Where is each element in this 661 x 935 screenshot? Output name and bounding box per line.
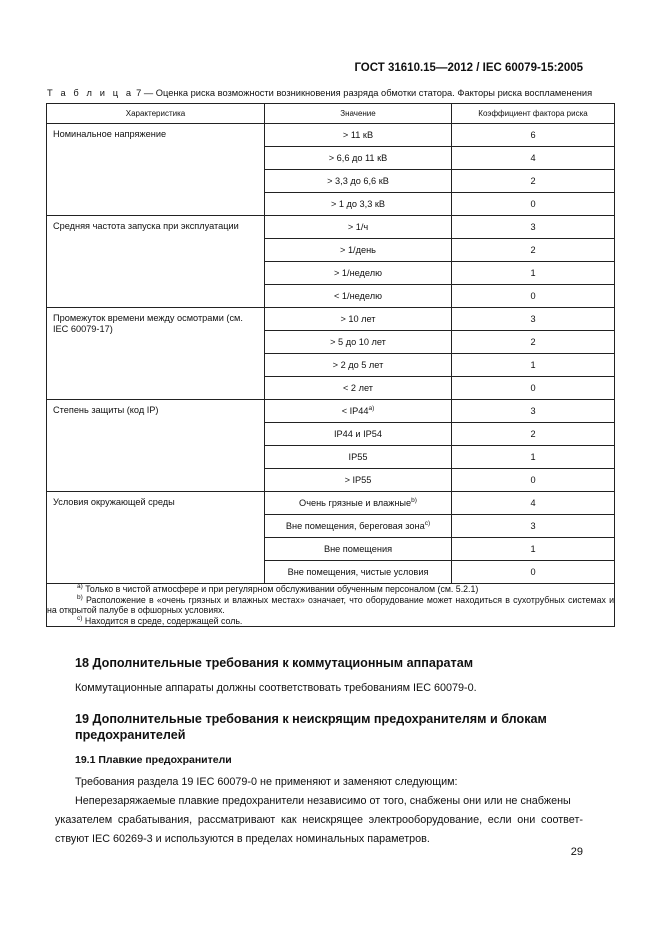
document-header: ГОСТ 31610.15—2012 / IEC 60079-15:2005 <box>354 62 583 74</box>
section-19-heading <box>75 711 547 743</box>
table-notes-row <box>47 584 615 627</box>
characteristic-cell: Номинальное напряжение <box>47 124 265 216</box>
coefficient-cell: 0 <box>452 561 615 584</box>
footnote-mark: a) <box>368 404 375 412</box>
value-cell <box>265 469 452 492</box>
value-cell <box>265 354 452 377</box>
characteristic-cell: Промежуток времени между осмотрами (см. IEC 60079-17) <box>47 308 265 400</box>
value-cell <box>265 400 452 423</box>
value-text: > 6,6 до 11 кВ <box>328 153 388 163</box>
value-text: Вне помещения, чистые условия <box>287 567 429 577</box>
table-note <box>47 595 614 616</box>
coefficient-cell: 1 <box>452 354 615 377</box>
table-caption-text: 7 — Оценка риска возможности возникновения разряда обмотки статора. Факторы риска воспламенения <box>133 88 593 98</box>
table-row <box>47 124 615 147</box>
section-19-heading-line1: 19 Дополнительные требования к неискрящим предохранителям и блокам <box>75 712 547 726</box>
note-text: Находится в среде, содержащей соль. <box>82 615 243 626</box>
table-row <box>47 492 615 515</box>
column-header-characteristic: Характеристика <box>47 104 265 124</box>
value-text: < IP44 <box>341 406 369 416</box>
column-header-coefficient: Коэффициент фактора риска <box>452 104 615 124</box>
value-text: > 1/ч <box>347 222 369 232</box>
section-19-para2-line1: Неперезаряжаемые плавкие предохранители независимо от того, снабжены они или не снабжены <box>75 795 571 807</box>
value-cell <box>265 285 452 308</box>
section-19-para2-line2: указателем срабатывания, рассматривают как неискрящее электрооборудование, если они соответ- <box>55 814 583 826</box>
value-cell <box>265 124 452 147</box>
footnote-mark: c) <box>424 519 431 527</box>
value-cell <box>265 193 452 216</box>
coefficient-cell: 6 <box>452 124 615 147</box>
value-text: > 1/неделю <box>334 268 382 278</box>
characteristic-cell: Условия окружающей среды <box>47 492 265 584</box>
value-cell <box>265 262 452 285</box>
table-row <box>47 216 615 239</box>
coefficient-cell: 0 <box>452 377 615 400</box>
coefficient-cell: 1 <box>452 538 615 561</box>
coefficient-cell: 3 <box>452 400 615 423</box>
coefficient-cell: 3 <box>452 216 615 239</box>
value-cell <box>265 377 452 400</box>
note-mark: a) <box>77 583 83 591</box>
table-row <box>47 400 615 423</box>
value-cell <box>265 239 452 262</box>
coefficient-cell: 2 <box>452 423 615 446</box>
value-cell <box>265 561 452 584</box>
value-cell <box>265 308 452 331</box>
coefficient-cell: 3 <box>452 308 615 331</box>
footnote-mark: b) <box>411 496 417 504</box>
value-text: > 1/день <box>340 245 376 255</box>
page-number: 29 <box>570 846 583 858</box>
value-text: > 1 до 3,3 кВ <box>330 199 386 209</box>
note-text: Только в чистой атмосфере и при регулярном обслуживании обученным персоналом (см. 5.2.1) <box>82 584 479 594</box>
characteristic-cell: Средняя частота запуска при эксплуатации <box>47 216 265 308</box>
table-row <box>47 308 615 331</box>
coefficient-cell: 2 <box>452 239 615 262</box>
note-mark: c) <box>77 614 83 622</box>
risk-table <box>46 103 615 627</box>
table-note <box>47 584 614 595</box>
column-header-value: Значение <box>265 104 452 124</box>
table-note <box>47 616 614 627</box>
value-text: > 2 до 5 лет <box>332 360 384 370</box>
note-mark: b) <box>77 593 83 601</box>
table-header-row <box>47 104 615 124</box>
value-text: < 1/неделю <box>334 291 382 301</box>
section-19-heading-line2: предохранителей <box>75 728 186 742</box>
subsection-19-1-heading: 19.1 Плавкие предохранители <box>75 754 232 766</box>
value-text: IP44 и IP54 <box>333 429 383 439</box>
table-caption <box>47 88 592 98</box>
note-text: Расположение в «очень грязных и влажных местах» означает, что оборудование может находиться в сухотрубных системах и на открытой палубе в офшорных условиях. <box>47 594 614 615</box>
section-19-para2-line3: ствуют IEC 60269-3 и используются в пределах номинальных параметров. <box>55 833 430 845</box>
coefficient-cell: 0 <box>452 285 615 308</box>
value-text: < 2 лет <box>343 383 373 393</box>
coefficient-cell: 1 <box>452 446 615 469</box>
value-cell <box>265 331 452 354</box>
value-cell <box>265 423 452 446</box>
section-18-heading: 18 Дополнительные требования к коммутационным аппаратам <box>75 656 474 670</box>
section-18-text: Коммутационные аппараты должны соответствовать требованиям IEC 60079-0. <box>75 682 477 694</box>
value-text: Вне помещения <box>323 544 393 554</box>
value-text: > IP55 <box>344 475 372 485</box>
value-cell <box>265 492 452 515</box>
value-text: > 10 лет <box>340 314 376 324</box>
value-cell <box>265 147 452 170</box>
characteristic-cell: Степень защиты (код IP) <box>47 400 265 492</box>
value-text: Очень грязные и влажные <box>299 498 412 508</box>
value-cell <box>265 170 452 193</box>
value-cell <box>265 216 452 239</box>
value-cell <box>265 538 452 561</box>
value-text: > 3,3 до 6,6 кВ <box>327 176 389 186</box>
value-cell <box>265 515 452 538</box>
coefficient-cell: 0 <box>452 193 615 216</box>
section-19-para1: Требования раздела 19 IEC 60079-0 не применяют и заменяют следующим: <box>75 776 458 788</box>
coefficient-cell: 2 <box>452 331 615 354</box>
coefficient-cell: 3 <box>452 515 615 538</box>
coefficient-cell: 0 <box>452 469 615 492</box>
coefficient-cell: 1 <box>452 262 615 285</box>
value-text: > 11 кВ <box>342 130 374 140</box>
value-cell <box>265 446 452 469</box>
coefficient-cell: 4 <box>452 147 615 170</box>
value-text: Вне помещения, береговая зона <box>285 521 425 531</box>
table-caption-prefix: Т а б л и ц а <box>47 88 134 98</box>
coefficient-cell: 4 <box>452 492 615 515</box>
value-text: IP55 <box>348 452 368 462</box>
value-text: > 5 до 10 лет <box>330 337 386 347</box>
table-notes <box>47 584 615 627</box>
coefficient-cell: 2 <box>452 170 615 193</box>
